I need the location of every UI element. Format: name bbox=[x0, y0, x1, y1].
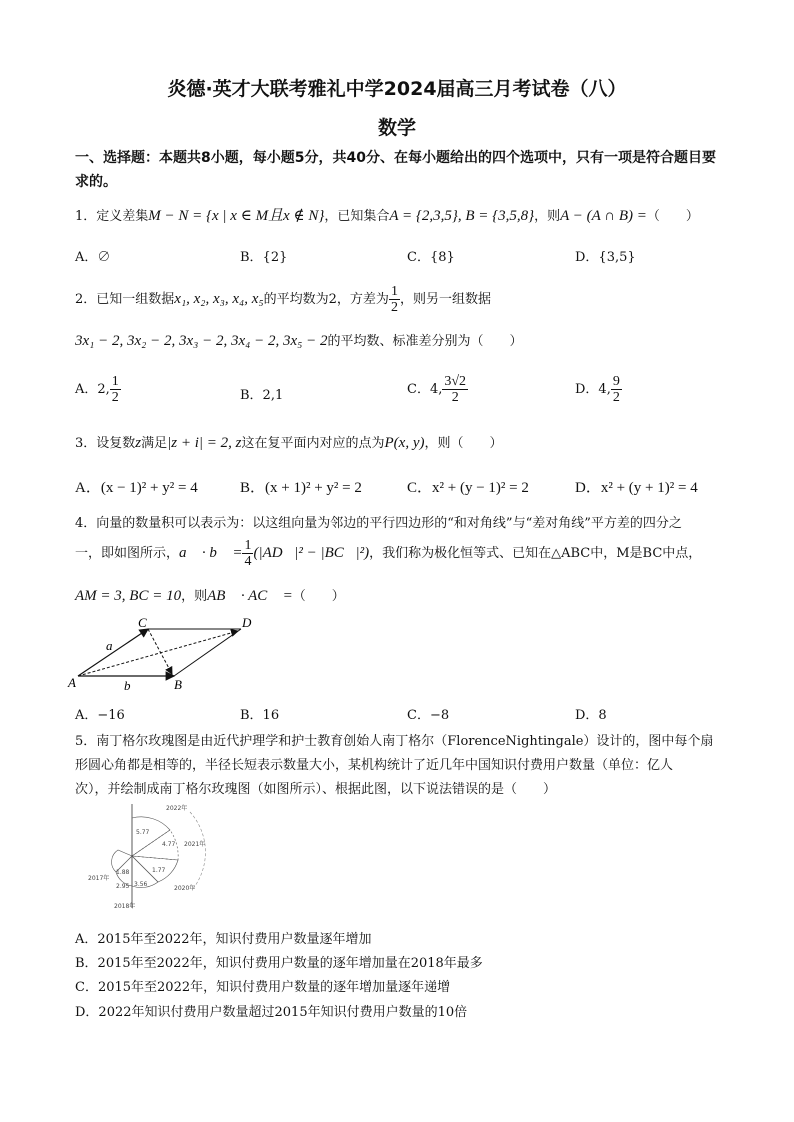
q1-math-sets: A = {2,3,5}, B = {3,5,8} bbox=[389, 208, 535, 224]
q4-option-b: B．16 bbox=[240, 708, 280, 723]
label-D: D bbox=[242, 615, 252, 630]
q2-math-data: x₁, x₂, x₃, x₄, x₅ bbox=[174, 291, 264, 307]
subject-title: 数学 bbox=[377, 117, 416, 139]
q2-variance-fraction: $\frac{1}{2}$ bbox=[390, 284, 398, 315]
q3-math-cond: |z + i| = 2, z bbox=[167, 435, 242, 451]
q5-option-d: D．2022年知识付费用户数量超过2015年知识付费用户数量的10倍 bbox=[75, 1005, 468, 1020]
q5-option-b: B．2015年至2022年，知识付费用户数量的逐年增加量在2018年最多 bbox=[75, 956, 483, 971]
q3-text-b: 满足 bbox=[141, 436, 168, 451]
svg-text:2018年: 2018年 bbox=[114, 903, 136, 910]
q1-blank: （ ） bbox=[646, 209, 699, 224]
q1-text-a: 1．定义差集 bbox=[75, 209, 149, 224]
q3-option-c: C．x² + (y − 1)² = 2 bbox=[407, 480, 529, 496]
q5-line1: 5．南丁格尔玫瑰图是由近代护理学和护士教育创始人南丁格尔（FlorenceNightingale）设计的，图中每个扇 bbox=[75, 734, 714, 749]
q2-math-data2: 3x₁ − 2, 3x₂ − 2, 3x₃ − 2, 3x₄ − 2, 3x₅ − 2 bbox=[75, 333, 328, 349]
q4-math-b: (|AD⃗|² − |BC⃗|²) bbox=[253, 545, 370, 561]
q4-blank: （ ） bbox=[292, 589, 345, 604]
parallelogram-figure bbox=[66, 612, 266, 698]
q2-option-d: D．4, $\frac{9}{2}$ bbox=[575, 374, 620, 405]
q1-math-def: M − N = {x | x ∈ M且x ∉ N} bbox=[148, 208, 325, 224]
svg-text:1.88: 1.88 bbox=[116, 869, 130, 876]
q3-text-c: 这在复平面内对应的点为 bbox=[241, 436, 385, 451]
q4-quarter-fraction: $\frac{1}{4}$ bbox=[244, 538, 252, 569]
svg-text:2022年: 2022年 bbox=[166, 805, 188, 812]
q4-text-b: ，我们称为极化恒等式、已知在△ABC中，M是BC中点， bbox=[369, 546, 702, 561]
q2-text-b: 的平均数为2，方差为 bbox=[263, 292, 389, 307]
svg-text:2020年: 2020年 bbox=[174, 885, 196, 892]
svg-text:5.77: 5.77 bbox=[136, 829, 150, 836]
q5-option-a: A．2015年至2022年，知识付费用户数量逐年增加 bbox=[75, 932, 372, 947]
q4-line3 bbox=[75, 585, 345, 605]
q2-text-c: ，则另一组数据 bbox=[399, 292, 491, 307]
q4-text-c: ，则 bbox=[181, 589, 208, 604]
q1-option-c: C．{8} bbox=[407, 250, 455, 265]
q2-stem-line2 bbox=[75, 330, 523, 350]
svg-text:4.77: 4.77 bbox=[162, 841, 176, 848]
q5-line2: 形圆心角都是相等的，半径长短表示数量大小，某机构统计了近几年中国知识付费用户数量（单位：亿人 bbox=[75, 758, 674, 773]
q4-math-a: a⃗ · b⃗ = bbox=[179, 545, 243, 561]
q4-option-a: A．−16 bbox=[75, 708, 125, 723]
svg-text:1.77: 1.77 bbox=[152, 867, 166, 874]
label-C: C bbox=[138, 615, 147, 630]
q3-option-d: D．x² + (y + 1)² = 4 bbox=[575, 480, 698, 496]
svg-text:3.56: 3.56 bbox=[134, 881, 148, 888]
q1-text-b: ，已知集合 bbox=[324, 209, 390, 224]
q4-line1: 4．向量的数量积可以表示为：以这组向量为邻边的平行四边形的“和对角线”与“差对角线”平方差的四分之 bbox=[75, 516, 682, 531]
q3-text-d: ，则（ ） bbox=[424, 436, 503, 451]
section-heading: 一、选择题：本题共8小题，每小题5分，共40分、在每小题给出的四个选项中，只有一项是符合题目要求的。 bbox=[75, 150, 716, 190]
label-A: A bbox=[68, 675, 76, 690]
rose-chart-figure bbox=[70, 800, 220, 912]
q1-text-c: ，则 bbox=[534, 209, 561, 224]
svg-text:2021年: 2021年 bbox=[184, 841, 206, 848]
q5-line3: 次），并绘制成南丁格尔玫瑰图（如图所示）、根据此图，以下说法错误的是（ ） bbox=[75, 782, 557, 797]
q3-text-a: 3．设复数 bbox=[75, 436, 136, 451]
q2-option-a: A．2, $\frac{1}{2}$ bbox=[75, 374, 119, 405]
label-b: b bbox=[124, 678, 131, 693]
q3-option-b: B．(x + 1)² + y² = 2 bbox=[240, 480, 362, 496]
q1-stem bbox=[75, 204, 699, 225]
q4-math-ask: AB⃗ · AC⃗ = bbox=[207, 588, 293, 604]
q4-text-a: 一，即如图所示， bbox=[75, 546, 180, 561]
q4-line2 bbox=[75, 538, 701, 569]
svg-text:2.95: 2.95 bbox=[116, 883, 130, 890]
q3-math-point: P(x, y) bbox=[384, 435, 425, 451]
label-a: a bbox=[106, 638, 113, 653]
label-B: B bbox=[174, 677, 182, 692]
svg-text:2017年: 2017年 bbox=[88, 875, 110, 882]
q4-option-d: D．8 bbox=[575, 708, 607, 723]
exam-title: 炎德·英才大联考雅礼中学2024届高三月考试卷（八） bbox=[167, 78, 627, 100]
q1-option-a: A．∅ bbox=[75, 250, 111, 265]
q2-option-b: B．2,1 bbox=[240, 388, 284, 403]
q5-option-c: C．2015年至2022年，知识付费用户数量的逐年增加量逐年递增 bbox=[75, 980, 451, 995]
q3-z: z bbox=[135, 435, 142, 451]
q2-option-c: C．4, $\frac{3√2}{2}$ bbox=[407, 374, 467, 405]
q4-option-c: C．−8 bbox=[407, 708, 450, 723]
q1-math-ask: A − (A ∩ B) = bbox=[560, 208, 647, 224]
q3-option-a: A．(x − 1)² + y² = 4 bbox=[75, 480, 198, 496]
q2-text-d: 的平均数、标准差分别为（ ） bbox=[327, 334, 523, 349]
q3-stem bbox=[75, 432, 502, 452]
q2-stem-line1 bbox=[75, 284, 491, 315]
q2-text-a: 2．已知一组数据 bbox=[75, 292, 175, 307]
q4-math-given: AM = 3, BC = 10 bbox=[75, 588, 182, 604]
q1-option-d: D．{3,5} bbox=[575, 250, 636, 265]
q1-option-b: B．{2} bbox=[240, 250, 288, 265]
